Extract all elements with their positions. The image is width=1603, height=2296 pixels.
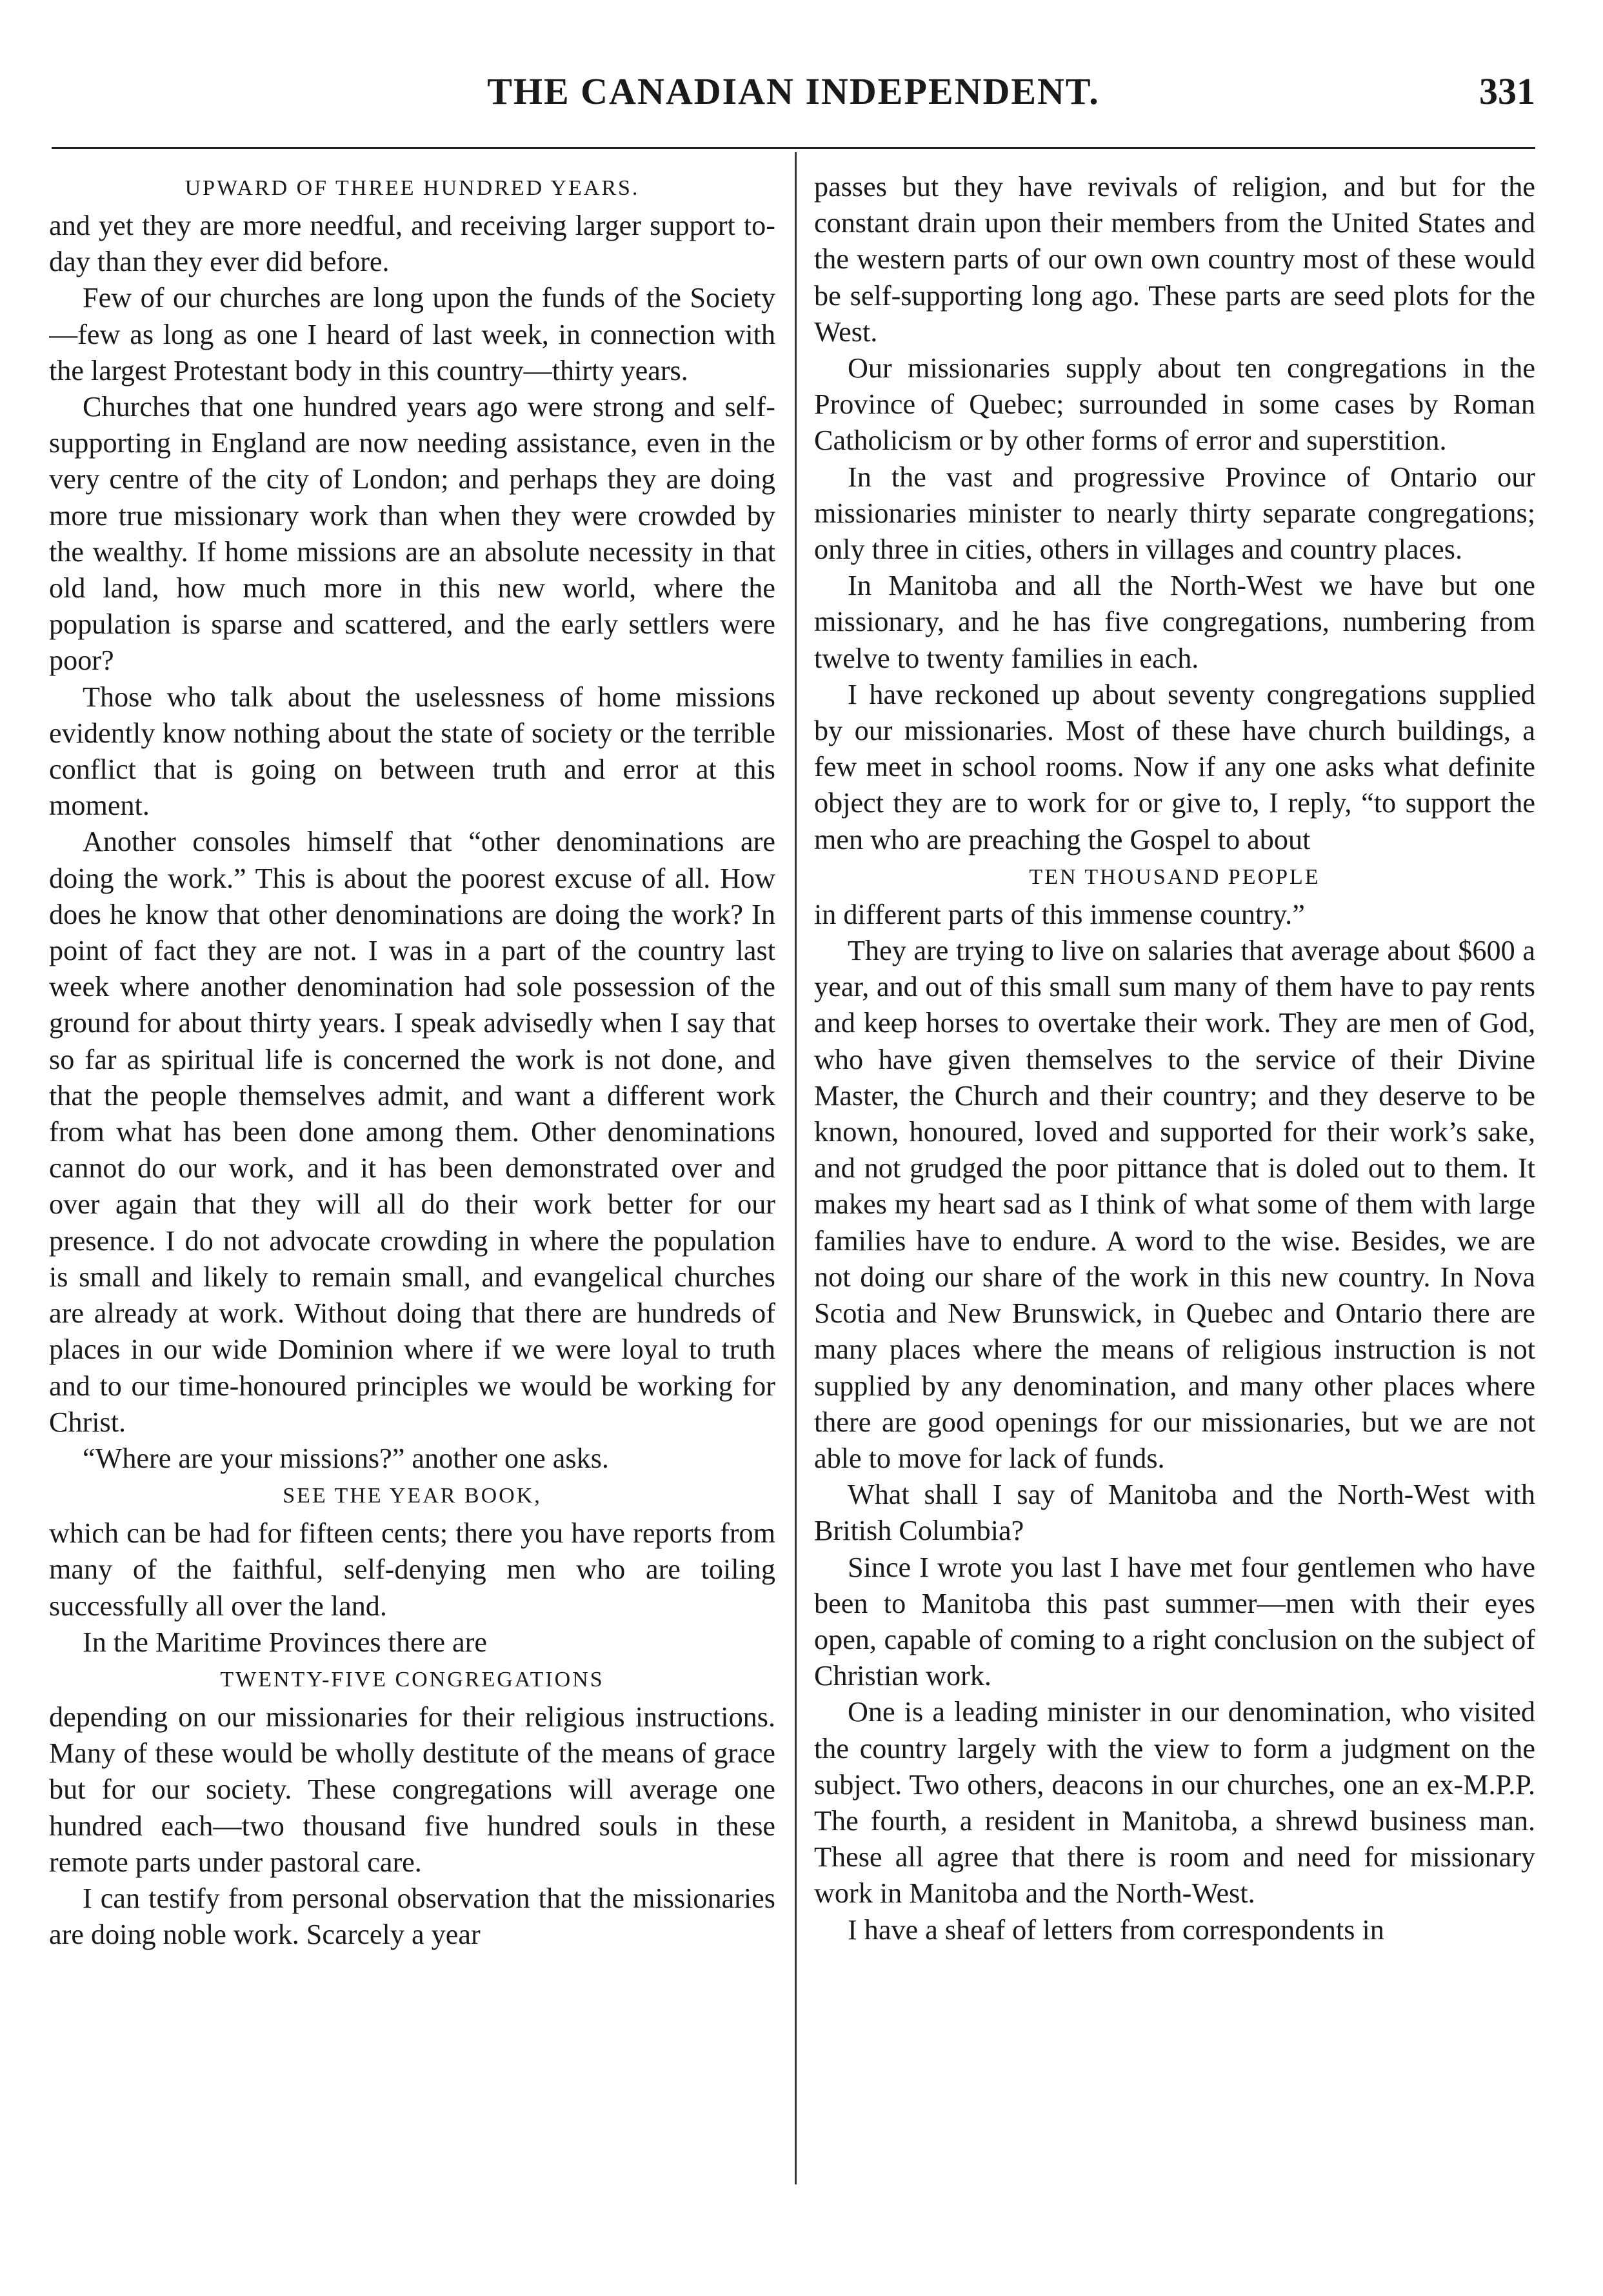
paragraph: “Where are your missions?” another one asks. <box>83 1442 609 1474</box>
paragraph: I have a sheaf of letters from correspondents in <box>848 1913 1384 1946</box>
paragraph: Few of our churches are long upon the funds of the Society—few as long as one I heard of last week, in connection with the largest Protestant body in this country—thirty years. <box>49 282 775 386</box>
paragraph: One is a leading minister in our denomination, who visited the country largely with the view to form a judgment on the subject. Two others, deacons in our churches, one an ex-M.P.P. The fourth, a resident in Manitoba, a shrewd business man. These all agree that there is room and need for missionary work in Manitoba and the North-West. <box>814 1696 1535 1910</box>
paragraph: I can testify from personal observation that the missionaries are doing noble work. Scarcely a year <box>49 1882 775 1951</box>
paragraph: Another consoles himself that “other denominations are doing the work.” This is about the poorest excuse of all. How does he know that other denominations are doing the work? In point of fact they are not. I was in a part of the country last week where another denomination had sole possession of the ground for about thirty years. I speak advisedly when I say that so far as spiritual life is concerned the work is not done, and that the people themselves admit, and want a different work from what has been done among them. Other denominations cannot do our work, and it has been demonstrated over and over again that they will all do their work better for our presence. I do not advocate crowding in where the population is small and likely to remain small, and evangelical churches are already at work. Without doing that there are hundreds of places in our wide Dominion where if we were loyal to truth and to our time-honoured principles we would be working for Christ. <box>49 826 775 1438</box>
paragraph: In the Maritime Provinces there are <box>83 1626 487 1658</box>
left-column <box>49 169 775 2201</box>
paragraph: What shall I say of Manitoba and the North-West with British Columbia? <box>814 1479 1535 1547</box>
paragraph: Our missionaries supply about ten congregations in the Province of Quebec; surrounded in some cases by Roman Catholicism or by other forms of error and superstition. <box>814 352 1535 457</box>
page-number: 331 <box>1479 70 1535 112</box>
paragraph: I have reckoned up about seventy congregations supplied by our missionaries. Most of these have church buildings, a few meet in school rooms. Now if any one asks what definite object they are to work for or give to, I reply, “to support the men who are preaching the Gospel to about <box>814 678 1535 855</box>
paragraph: and yet they are more needful, and receiving larger support to-day than they ever did before. <box>49 210 775 278</box>
paragraph: They are trying to live on salaries that average about $600 a year, and out of this small sum many of them have to pay rents and keep horses to overtake their work. They are men of God, who have given themselves to the service of their Divine Master, the Church and their country; and they deserve to be known, honoured, loved and supported for their work’s sake, and not grudged the poor pittance that is doled out to them. It makes my heart sad as I think of what some of them with large families have to endure. A word to the wise. Besides, we are not doing our share of the work in this new country. In Nova Scotia and New Brunswick, in Quebec and Ontario there are many places where the means of religious instruction is not supplied by any denomination, and many other places where there are good openings for our missionaries, but we are not able to move for lack of funds. <box>814 935 1535 1474</box>
paragraph: passes but they have revivals of religion, and but for the constant drain upon their members from the United States and the western parts of our own own country most of these would be self-supporting long ago. These parts are seed plots for the West. <box>814 171 1535 348</box>
paragraph: In Manitoba and all the North-West we have but one missionary, and he has five congregations, numbering from twelve to twenty families in each. <box>814 570 1535 674</box>
paragraph: which can be had for fifteen cents; there you have reports from many of the faithful, self-denying men who are toiling successfully all over the land. <box>49 1517 775 1622</box>
paragraph: in different parts of this immense country.” <box>814 898 1305 930</box>
paragraph: Those who talk about the uselessness of home missions evidently know nothing about the state of society or the terrible conflict that is going on between truth and error at this moment. <box>49 681 775 822</box>
column-divider <box>795 152 797 2184</box>
page-header <box>52 70 1535 121</box>
running-title: THE CANADIAN INDEPENDENT. <box>487 70 1100 112</box>
section-heading: SEE THE YEAR BOOK, <box>283 1484 542 1508</box>
section-heading: UPWARD OF THREE HUNDRED YEARS. <box>184 176 640 200</box>
paragraph: In the vast and progressive Province of Ontario our missionaries minister to nearly thirty separate congregations; only three in cities, others in villages and country places. <box>814 461 1535 566</box>
right-column <box>814 169 1535 2201</box>
paragraph: Since I wrote you last I have met four gentlemen who have been to Manitoba this past summer—men with their eyes open, capable of coming to a right conclusion on the subject of Christian work. <box>814 1551 1535 1692</box>
paragraph: depending on our missionaries for their religious instructions. Many of these would be wholly destitute of the means of grace but for our society. These congregations will average one hundred each—two thousand five hundred souls in these remote parts under pastoral care. <box>49 1701 775 1878</box>
section-heading: TEN THOUSAND PEOPLE <box>1029 864 1320 889</box>
paragraph: Churches that one hundred years ago were strong and self-supporting in England are now needing assistance, even in the very centre of the city of London; and perhaps they are doing more true missionary work than when they were crowded by the wealthy. If home missions are an absolute necessity in that old land, how much more in this new world, where the population is sparse and scattered, and the early settlers were poor? <box>49 391 775 677</box>
section-heading: TWENTY-FIVE CONGREGATIONS <box>220 1667 604 1692</box>
header-rule <box>52 147 1535 149</box>
